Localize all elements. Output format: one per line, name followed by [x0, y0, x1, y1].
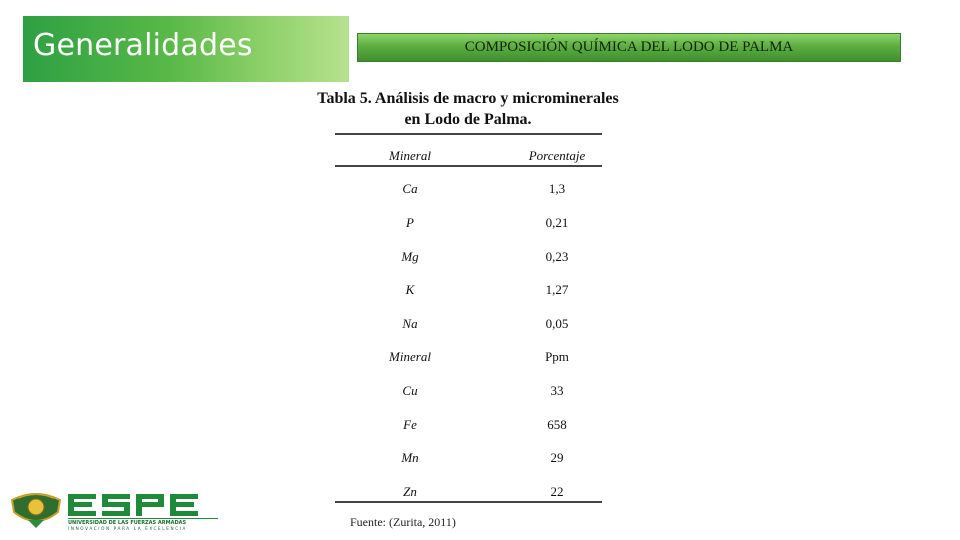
table-row-value: 1,27	[545, 282, 569, 297]
section-label: Generalidades	[33, 28, 253, 63]
section-tab	[23, 16, 349, 82]
table-row-mineral: Ca	[402, 181, 418, 196]
table-row-value: 22	[550, 484, 564, 499]
logo-line1: UNIVERSIDAD DE LAS FUERZAS ARMADAS	[68, 520, 187, 526]
table-top-rule	[335, 133, 602, 135]
espe-logo	[8, 490, 220, 532]
university-crest-icon	[8, 490, 220, 532]
table-subheader-mineral: Mineral	[389, 349, 431, 364]
table-row-mineral: Mn	[401, 450, 419, 465]
table-row-value: 29	[550, 450, 564, 465]
table-row-mineral: Zn	[403, 484, 417, 499]
table-row-mineral: P	[406, 215, 414, 230]
table-bottom-rule	[335, 501, 602, 503]
table-caption-line1: Tabla 5. Análisis de macro y microminerales	[317, 90, 619, 107]
slide-title-bar	[357, 33, 901, 62]
column-header-mineral: Mineral	[389, 148, 431, 163]
table-header-rule	[335, 165, 602, 167]
slide-title: COMPOSICIÓN QUÍMICA DEL LODO DE PALMA	[464, 39, 794, 55]
table-row-value: 33	[550, 383, 564, 398]
table-source: Fuente: (Zurita, 2011)	[350, 515, 456, 529]
table-row-mineral: Mg	[401, 249, 419, 264]
table-subheader-unit: Ppm	[545, 349, 569, 364]
table-row-value: 658	[547, 417, 567, 432]
table-row-mineral: Na	[402, 316, 418, 331]
column-header-percentage: Porcentaje	[528, 148, 586, 163]
table-row-mineral: Cu	[402, 383, 418, 398]
table-row-value: 1,3	[548, 181, 566, 196]
table-row-value: 0,21	[545, 215, 569, 230]
table-row-value: 0,23	[545, 249, 569, 264]
table-row-value: 0,05	[545, 316, 569, 331]
table-row-mineral: Fe	[403, 417, 417, 432]
table-caption	[290, 88, 646, 130]
logo-line2: INNOVACIÓN PARA LA EXCELENCIA	[68, 526, 188, 531]
table-caption-line2: en Lodo de Palma.	[404, 111, 532, 128]
table-row-mineral: K	[405, 282, 415, 297]
